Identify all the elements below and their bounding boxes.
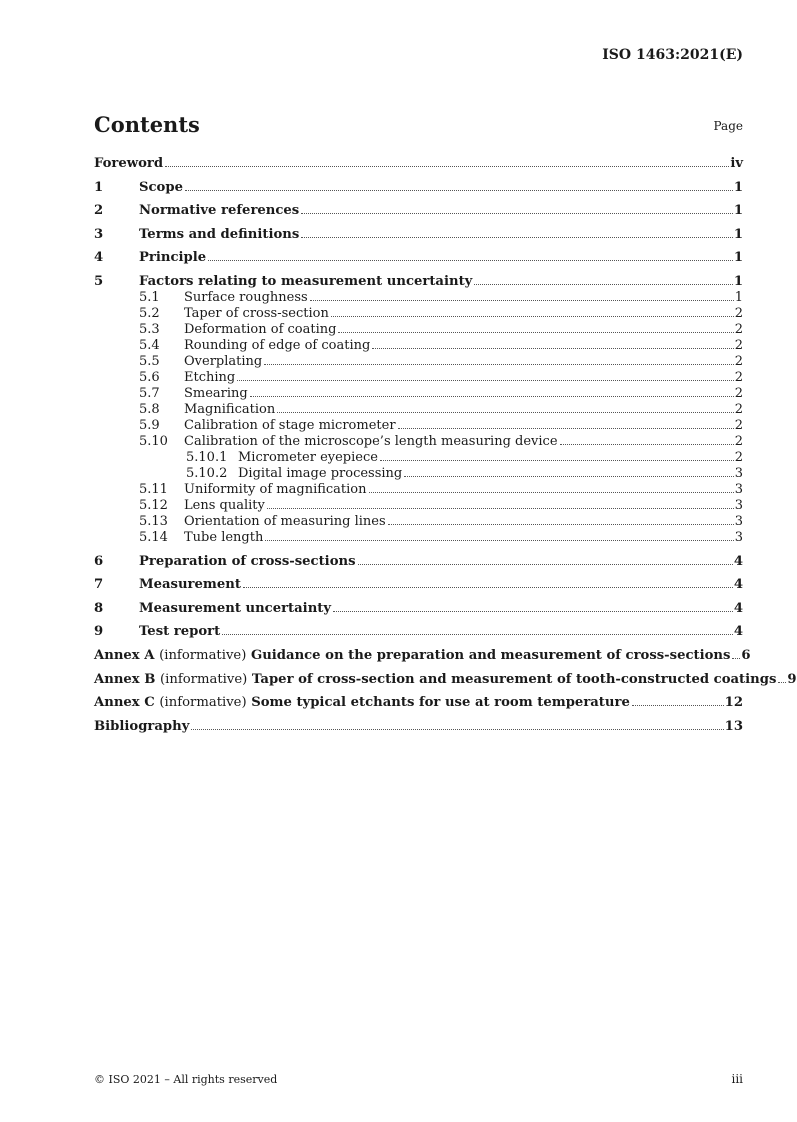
toc-number: 5.10.1: [186, 449, 228, 465]
toc-number: 5: [94, 273, 104, 289]
toc-number: 2: [94, 203, 104, 219]
toc-title: Calibration of the microscope’s length measuring device: [184, 433, 558, 449]
toc-entry-5-7[interactable]: [94, 386, 743, 402]
dot-leader: [250, 395, 734, 397]
toc-entry-5-11[interactable]: [94, 482, 743, 498]
toc-entry-test-report[interactable]: [94, 624, 743, 640]
toc-title: Factors relating to measurement uncertainty: [139, 273, 473, 289]
toc-number: 5.9: [139, 417, 160, 433]
toc-title: Deformation of coating: [184, 321, 337, 337]
toc-title: [94, 672, 776, 688]
toc-title: Test report: [139, 624, 221, 640]
annex-type: (informative): [159, 695, 247, 711]
dot-leader: [267, 507, 734, 509]
toc-number: 3: [94, 226, 104, 242]
toc-title: Surface roughness: [184, 289, 308, 305]
toc-entry-preparation-cross-sections[interactable]: [94, 554, 743, 570]
toc-page: 2: [734, 401, 743, 417]
annex-title: Some typical etchants for use at room temperature: [251, 695, 630, 711]
toc-number: 5.4: [139, 337, 160, 353]
toc-entry-5-12[interactable]: [94, 498, 743, 514]
toc-page: 2: [734, 353, 743, 369]
toc-title: Terms and definitions: [139, 226, 300, 242]
toc-number: 9: [94, 624, 104, 640]
toc-entry-bibliography[interactable]: [94, 719, 743, 735]
toc-entry-5-8[interactable]: [94, 402, 743, 418]
dot-leader: [165, 165, 729, 167]
dot-leader: [191, 728, 723, 730]
toc-title: Bibliography: [94, 718, 190, 734]
toc-page: 1: [734, 289, 743, 305]
toc-number: 4: [94, 250, 104, 266]
dot-leader: [243, 586, 733, 588]
toc-page: 1: [733, 226, 743, 242]
toc-entry-measurement[interactable]: [94, 577, 743, 593]
dot-leader: [358, 563, 733, 565]
toc-entry-annex-a[interactable]: [94, 647, 751, 664]
toc-title: Preparation of cross-sections: [139, 553, 356, 569]
dot-leader: [474, 283, 732, 285]
annex-type: (informative): [160, 671, 248, 687]
dot-leader: [632, 704, 724, 706]
toc-title: Scope: [139, 179, 183, 195]
dot-leader: [372, 347, 733, 349]
page-column-label: Page: [713, 119, 743, 133]
toc-entry-5-5[interactable]: [94, 354, 743, 370]
toc-title: Tube length: [184, 529, 264, 545]
toc-page: 2: [734, 385, 743, 401]
toc-page: 3: [734, 529, 743, 545]
toc-number: 5.8: [139, 401, 160, 417]
annex-type: (informative): [159, 647, 247, 663]
toc-title: Calibration of stage micrometer: [184, 417, 396, 433]
toc-entry-factors-measurement-uncertainty[interactable]: [94, 274, 743, 290]
annex-title: Taper of cross-section and measurement of tooth-constructed coatings: [251, 671, 777, 687]
toc-title: Measurement: [139, 577, 241, 593]
toc-title: Micrometer eyepiece: [238, 449, 378, 465]
dot-leader: [398, 427, 734, 429]
toc-title: Magnification: [184, 401, 276, 417]
toc-number: 5.11: [139, 481, 168, 497]
toc-number: 5.5: [139, 353, 160, 369]
toc-page: 4: [733, 577, 743, 593]
annex-label: Annex C: [94, 695, 155, 711]
toc-page: 2: [734, 321, 743, 337]
dot-leader: [310, 299, 734, 301]
table-of-contents: [94, 156, 797, 735]
toc-number: 7: [94, 577, 104, 593]
dot-leader: [277, 411, 734, 413]
toc-page: 1: [733, 250, 743, 266]
dot-leader: [331, 315, 734, 317]
dot-leader: [778, 681, 786, 683]
dot-leader: [264, 363, 734, 365]
toc-entry-scope[interactable]: [94, 180, 743, 196]
toc-page: 1: [733, 179, 743, 195]
toc-title: Smearing: [184, 385, 248, 401]
toc-number: 5.7: [139, 385, 160, 401]
toc-number: 5.12: [139, 497, 168, 513]
dot-leader: [333, 610, 733, 612]
dot-leader: [208, 259, 733, 261]
toc-title: Measurement uncertainty: [139, 600, 332, 616]
toc-title: [94, 695, 630, 711]
contents-heading: Contents: [94, 112, 200, 137]
toc-number: 5.2: [139, 305, 160, 321]
toc-title: Digital image processing: [238, 465, 403, 481]
toc-number: 5.6: [139, 369, 160, 385]
toc-number: 1: [94, 179, 104, 195]
toc-title: Normative references: [139, 203, 300, 219]
annex-title: Guidance on the preparation and measurement of cross-sections: [250, 647, 731, 663]
toc-entry-5-4[interactable]: [94, 338, 743, 354]
annex-label: Annex B: [94, 671, 156, 687]
toc-entry-5-13[interactable]: [94, 514, 743, 530]
toc-page: 2: [734, 305, 743, 321]
toc-number: 5.10.2: [186, 465, 228, 481]
toc-page: 4: [733, 600, 743, 616]
toc-entry-5-14[interactable]: [94, 530, 743, 546]
toc-number: 5.13: [139, 513, 168, 529]
toc-entry-annex-b[interactable]: [94, 671, 797, 688]
toc-page: 2: [734, 369, 743, 385]
toc-page: 3: [734, 497, 743, 513]
toc-entry-5-6[interactable]: [94, 370, 743, 386]
dot-leader: [301, 212, 733, 214]
toc-entry-5-3[interactable]: [94, 322, 743, 338]
toc-page: 3: [734, 481, 743, 497]
toc-page: 2: [734, 433, 743, 449]
toc-title: Etching: [184, 369, 236, 385]
toc-entry-terms-and-definitions[interactable]: [94, 227, 743, 243]
toc-entry-foreword[interactable]: [94, 156, 743, 172]
toc-page: 9: [787, 671, 797, 687]
toc-page: iv: [730, 156, 743, 171]
annex-label: Annex A: [94, 647, 155, 663]
dot-leader: [222, 633, 733, 635]
toc-page: 4: [733, 624, 743, 640]
toc-title: Lens quality: [184, 497, 265, 513]
toc-title: Rounding of edge of coating: [184, 337, 371, 353]
toc-number: 8: [94, 600, 104, 616]
dot-leader: [237, 379, 733, 381]
toc-entry-5-1[interactable]: [94, 290, 743, 306]
footer-page-number: iii: [731, 1072, 743, 1086]
toc-page: 2: [734, 337, 743, 353]
toc-entry-principle[interactable]: [94, 250, 743, 266]
toc-title: Overplating: [184, 353, 263, 369]
toc-number: 5.10: [139, 433, 168, 449]
toc-page: 3: [734, 513, 743, 529]
toc-page: 1: [733, 273, 743, 289]
toc-page: 13: [724, 718, 743, 734]
toc-title: Orientation of measuring lines: [184, 513, 386, 529]
toc-title: Foreword: [94, 156, 164, 171]
dot-leader: [185, 189, 733, 191]
toc-page: 2: [734, 417, 743, 433]
toc-title: Uniformity of magnification: [184, 481, 367, 497]
toc-page: 4: [733, 553, 743, 569]
toc-entry-5-2[interactable]: [94, 306, 743, 322]
toc-page: 6: [741, 647, 751, 663]
toc-number: 6: [94, 553, 104, 569]
dot-leader: [301, 236, 733, 238]
toc-number: 5.1: [139, 289, 160, 305]
dot-leader: [380, 459, 734, 461]
toc-entry-5-10[interactable]: [94, 434, 743, 450]
toc-page: 1: [733, 203, 743, 219]
dot-leader: [732, 657, 740, 659]
document-id: ISO 1463:2021(E): [602, 47, 743, 63]
dot-leader: [404, 475, 733, 477]
toc-entry-annex-c[interactable]: [94, 695, 743, 711]
dot-leader: [560, 443, 734, 445]
dot-leader: [388, 523, 734, 525]
toc-title: Taper of cross-section: [184, 305, 329, 321]
toc-number: 5.14: [139, 529, 168, 545]
toc-entry-5-10-1[interactable]: [94, 450, 743, 466]
toc-entry-5-9[interactable]: [94, 418, 743, 434]
toc-page: 3: [734, 465, 743, 481]
toc-entry-5-10-2[interactable]: [94, 466, 743, 482]
dot-leader: [265, 539, 733, 541]
footer-copyright: © ISO 2021 – All rights reserved: [94, 1073, 278, 1086]
toc-page: 2: [734, 449, 743, 465]
toc-entry-normative-references[interactable]: [94, 203, 743, 219]
toc-page: 12: [724, 695, 743, 711]
dot-leader: [338, 331, 733, 333]
toc-title: [94, 648, 730, 664]
toc-entry-measurement-uncertainty[interactable]: [94, 601, 743, 617]
dot-leader: [369, 491, 734, 493]
toc-title: Principle: [139, 250, 207, 266]
toc-number: 5.3: [139, 321, 160, 337]
